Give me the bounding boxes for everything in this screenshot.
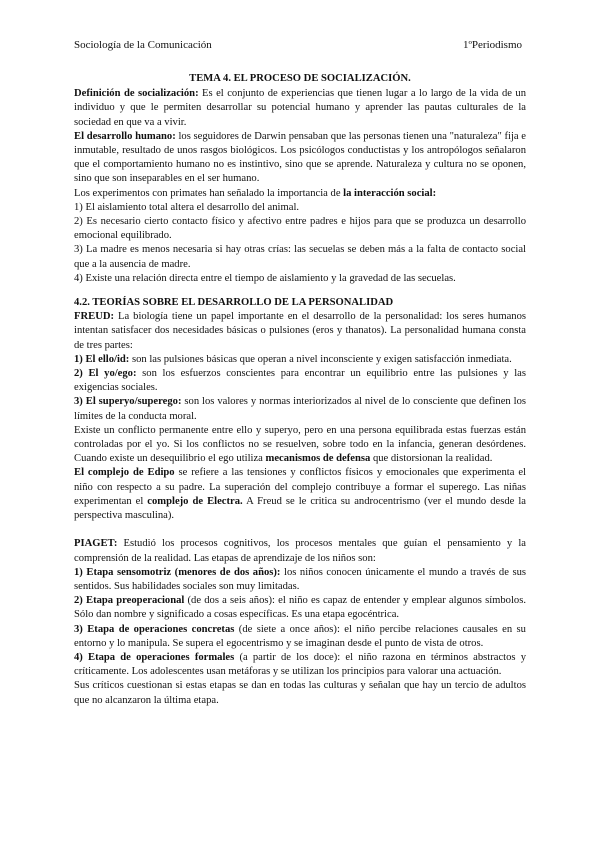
- term-mecanismos: mecanismos de defensa: [265, 453, 371, 465]
- term-etapa: 3) Etapa de operaciones concretas: [74, 623, 235, 635]
- paragraph-text: se refiere a las tensiones y conflictos físicos y emocionales que experimenta el niño con respecto a su padre. La superación del complejo contribuye a formar el superego. Las niñas experimentan el: [74, 467, 526, 507]
- paragraph-text: que distorsionan la realidad.: [370, 453, 493, 465]
- term-definicion: Definición de socialización:: [74, 88, 199, 100]
- term-etapa: 4) Etapa de operaciones formales: [74, 651, 235, 663]
- paragraph-text: (de siete a once años): el niño percibe relaciones causales en su entorno y lo manipula. Se supera el egocentrismo y se imaginan desde el punto de vista de otros.: [74, 623, 526, 649]
- term-desarrollo: El desarrollo humano:: [74, 130, 176, 142]
- paragraph-ello: [74, 353, 526, 367]
- term-edipo: El complejo de Edipo: [74, 467, 175, 479]
- header-degree: 1ºPeriodismo: [463, 39, 523, 51]
- paragraph-text: son las pulsiones básicas que operan a nivel inconsciente y exigen satisfacción inmediata.: [129, 353, 512, 365]
- paragraph-text: Estudió los procesos cognitivos, los procesos mentales que guían el pensamiento y la comprensión de la realidad. Las etapas de aprendizaje de los niños son:: [74, 538, 526, 564]
- paragraph-superyo: [74, 395, 526, 423]
- page-title: TEMA 4. EL PROCESO DE SOCIALIZACIÓN.: [189, 73, 411, 84]
- list-item: 2) Es necesario cierto contacto físico y afectivo entre padres e hijos para que se produzca un desarrollo emocional equilibrado.: [74, 216, 526, 242]
- section-heading: 4.2. TEORÍAS SOBRE EL DESARROLLO DE LA PERSONALIDAD: [74, 297, 394, 309]
- paragraph-text: Es el conjunto de experiencias que tienen lugar a lo largo de la vida de un individuo y que le permiten desarrollar su potencial humano y aprender las pautas culturales de la sociedad en que va a vivir.: [74, 88, 526, 128]
- etapa-item: [74, 623, 526, 651]
- term-piaget: PIAGET:: [74, 538, 118, 550]
- term-etapa: 1) Etapa sensomotriz (menores de dos años):: [74, 566, 281, 578]
- paragraph-freud: [74, 310, 526, 353]
- paragraph-text: los niños conocen únicamente el mundo a través de sus sentidos. Sus habilidades sociales son muy limitadas.: [74, 566, 526, 592]
- paragraph-text: son los esfuerzos conscientes para encontrar un equilibrio entre las pulsiones y las exigencias sociales.: [74, 368, 526, 394]
- list-item: 4) Existe una relación directa entre el tiempo de aislamiento y la gravedad de las secuelas.: [74, 272, 456, 284]
- term-yo: 2) El yo/ego:: [74, 368, 137, 380]
- term-electra: complejo de Electra.: [147, 495, 243, 507]
- paragraph-text: Los experimentos con primates han señalado la importancia de: [74, 187, 344, 199]
- etapa-item: [74, 651, 526, 679]
- paragraph-piaget: [74, 537, 526, 565]
- term-ello: 1) El ello/id:: [74, 353, 130, 365]
- paragraph-text: Existe un conflicto permanente entre ello y superyo, pero en una persona equilibrada estas fuerzas están controladas por el yo. Si los conflictos no se resuelven, sobre todo en la infancia, generan desórdenes. Cuando existe un desequilibrio el ego utiliza: [74, 424, 526, 465]
- paragraph-conflicto: [74, 424, 526, 467]
- paragraph-edipo: [74, 466, 526, 523]
- paragraph-definicion: [74, 87, 526, 130]
- list-item: 3) La madre es menos necesaria si hay otras crías: las secuelas se deben más a la falta de contacto social que a la ausencia de madre.: [74, 244, 526, 270]
- paragraph-text: (de dos a seis años): el niño es capaz de entender y emplear algunos símbolos. Sólo dan nombre y significado a cosas específicas. Es una etapa egocéntrica.: [74, 595, 526, 621]
- term-etapa: 2) Etapa preoperacional: [74, 595, 185, 607]
- list-item: 1) El aislamiento total altera el desarrollo del animal.: [74, 201, 300, 213]
- term-interaccion: la interacción social:: [343, 187, 437, 199]
- paragraph-text: A Freud se le critica su androcentrismo (ver el mundo desde la perspectiva masculina).: [74, 495, 526, 522]
- spacer: [74, 523, 526, 537]
- paragraph-experimentos: [74, 187, 526, 201]
- paragraph-text: La biología tiene un papel importante en el desarrollo de la personalidad: los seres humanos intentan satisfacer dos necesidades básicas o pulsiones (eros y thanatos). La personalidad humana consta de tres partes:: [74, 311, 526, 351]
- header-course: Sociología de la Comunicación: [74, 39, 212, 51]
- etapa-item: [74, 594, 526, 622]
- paragraph-text: son los valores y normas interiorizados al nivel de lo consciente que definen los límites de la conducta moral.: [74, 396, 527, 422]
- paragraph-criticos: Sus críticos cuestionan si estas etapas se dan en todas las culturas y señalan que hay un tercio de adultos que no alcanzaron la última etapa.: [74, 680, 526, 706]
- term-superyo: 3) El superyo/superego:: [74, 396, 182, 408]
- paragraph-text: los seguidores de Darwin pensaban que las personas tienen una "naturaleza" fija e inmutable, resultado de unos rasgos biológicos. Los psicólogos conductistas y los antropólogos señalaron que el comportamiento humano no es instintivo, sino que se aprende. Naturaleza y cultura no se oponen, sino que son inseparables en el ser humano.: [74, 130, 526, 185]
- paragraph-yo: [74, 367, 526, 395]
- paragraph-text: (a partir de los doce): el niño razona en términos abstractos y críticamente. Los adolescentes usan metáforas y se utilizan los principios para valorar una actuación.: [74, 651, 527, 678]
- term-freud: FREUD:: [74, 311, 115, 323]
- document-body: [74, 72, 526, 708]
- paragraph-desarrollo: [74, 130, 526, 187]
- etapa-item: [74, 566, 526, 594]
